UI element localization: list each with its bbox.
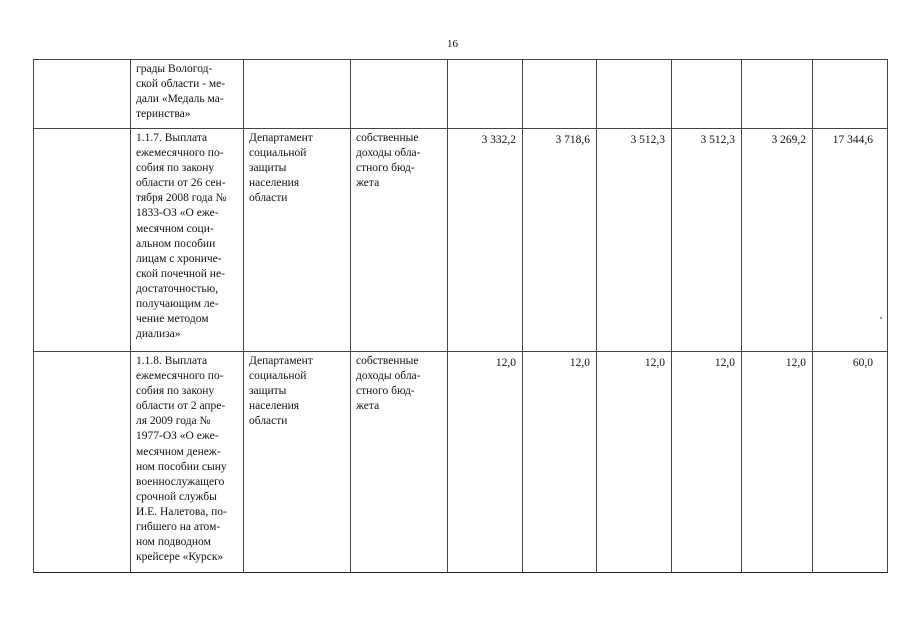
value-text (523, 60, 596, 64)
value-text (597, 60, 671, 64)
value-text: 3 512,3 (700, 134, 735, 146)
measure-text: грады Вологод- ской области - ме- дали «Медаль ма- теринства» (136, 63, 226, 121)
source-cell (351, 129, 448, 352)
value-cell (448, 352, 523, 573)
source-text (351, 60, 447, 62)
value-text: 12,0 (714, 357, 735, 369)
source-text: собственные доходы обла- стного бюд- жета (356, 355, 421, 413)
total-text: 17 344,6 (832, 134, 873, 146)
value-cell (742, 60, 813, 129)
scan-mark (880, 317, 882, 319)
measure-cell (131, 129, 244, 352)
value-cell (523, 352, 597, 573)
table-row (34, 60, 888, 129)
budget-table (33, 59, 888, 573)
measure-text: 1.1.7. Выплата ежемесячного по- собия по закону области от 26 сен- тября 2008 года № 1833-ОЗ «О еже- месячном соци- альном пособии лицам с хрониче- ской почечной не- достаточностью, получающим ле- чение методом диализа» (136, 132, 227, 341)
value-text: 3 269,2 (771, 134, 806, 146)
value-text: 12,0 (495, 357, 516, 369)
value-cell (597, 60, 672, 129)
value-cell (742, 129, 813, 352)
value-cell (523, 60, 597, 129)
value-cell (523, 129, 597, 352)
value-text (672, 60, 741, 64)
value-cell (672, 129, 742, 352)
row-number-cell (34, 129, 131, 352)
value-text: 12,0 (569, 357, 590, 369)
value-cell (672, 60, 742, 129)
table-row (34, 129, 888, 352)
value-text: 3 512,3 (630, 134, 665, 146)
value-cell (448, 129, 523, 352)
measure-text: 1.1.8. Выплата ежемесячного по- собия по закону области от 2 апре- ля 2009 года № 1977-ОЗ «О еже- месячном денеж- ном пособии сыну военнослужащего срочной службы И.Е. Налетова, по- гибшего на атом- ном подводном крейсере «Курск» (136, 355, 227, 564)
source-cell (351, 352, 448, 573)
total-cell (813, 129, 888, 352)
measure-cell (131, 352, 244, 573)
page-number: 16 (447, 38, 458, 50)
value-text: 3 332,2 (481, 134, 516, 146)
value-cell (672, 352, 742, 573)
value-text: 3 718,6 (555, 134, 590, 146)
value-text (742, 60, 812, 64)
executor-cell (244, 352, 351, 573)
row-number-cell (34, 352, 131, 573)
executor-text (244, 60, 350, 62)
row-number-cell (34, 60, 131, 129)
total-cell (813, 60, 888, 129)
value-text (448, 60, 522, 64)
value-cell (742, 352, 813, 573)
executor-cell (244, 129, 351, 352)
measure-cell (131, 60, 244, 129)
table-row (34, 352, 888, 573)
value-text: 12,0 (644, 357, 665, 369)
source-cell (351, 60, 448, 129)
total-text (813, 60, 887, 64)
value-cell (597, 129, 672, 352)
value-cell (448, 60, 523, 129)
total-cell (813, 352, 888, 573)
total-text: 60,0 (852, 357, 873, 369)
executor-cell (244, 60, 351, 129)
value-cell (597, 352, 672, 573)
source-text: собственные доходы обла- стного бюд- жета (356, 132, 421, 190)
value-text: 12,0 (785, 357, 806, 369)
executor-text: Департамент социальной защиты населения области (249, 132, 313, 205)
executor-text: Департамент социальной защиты населения области (249, 355, 313, 428)
